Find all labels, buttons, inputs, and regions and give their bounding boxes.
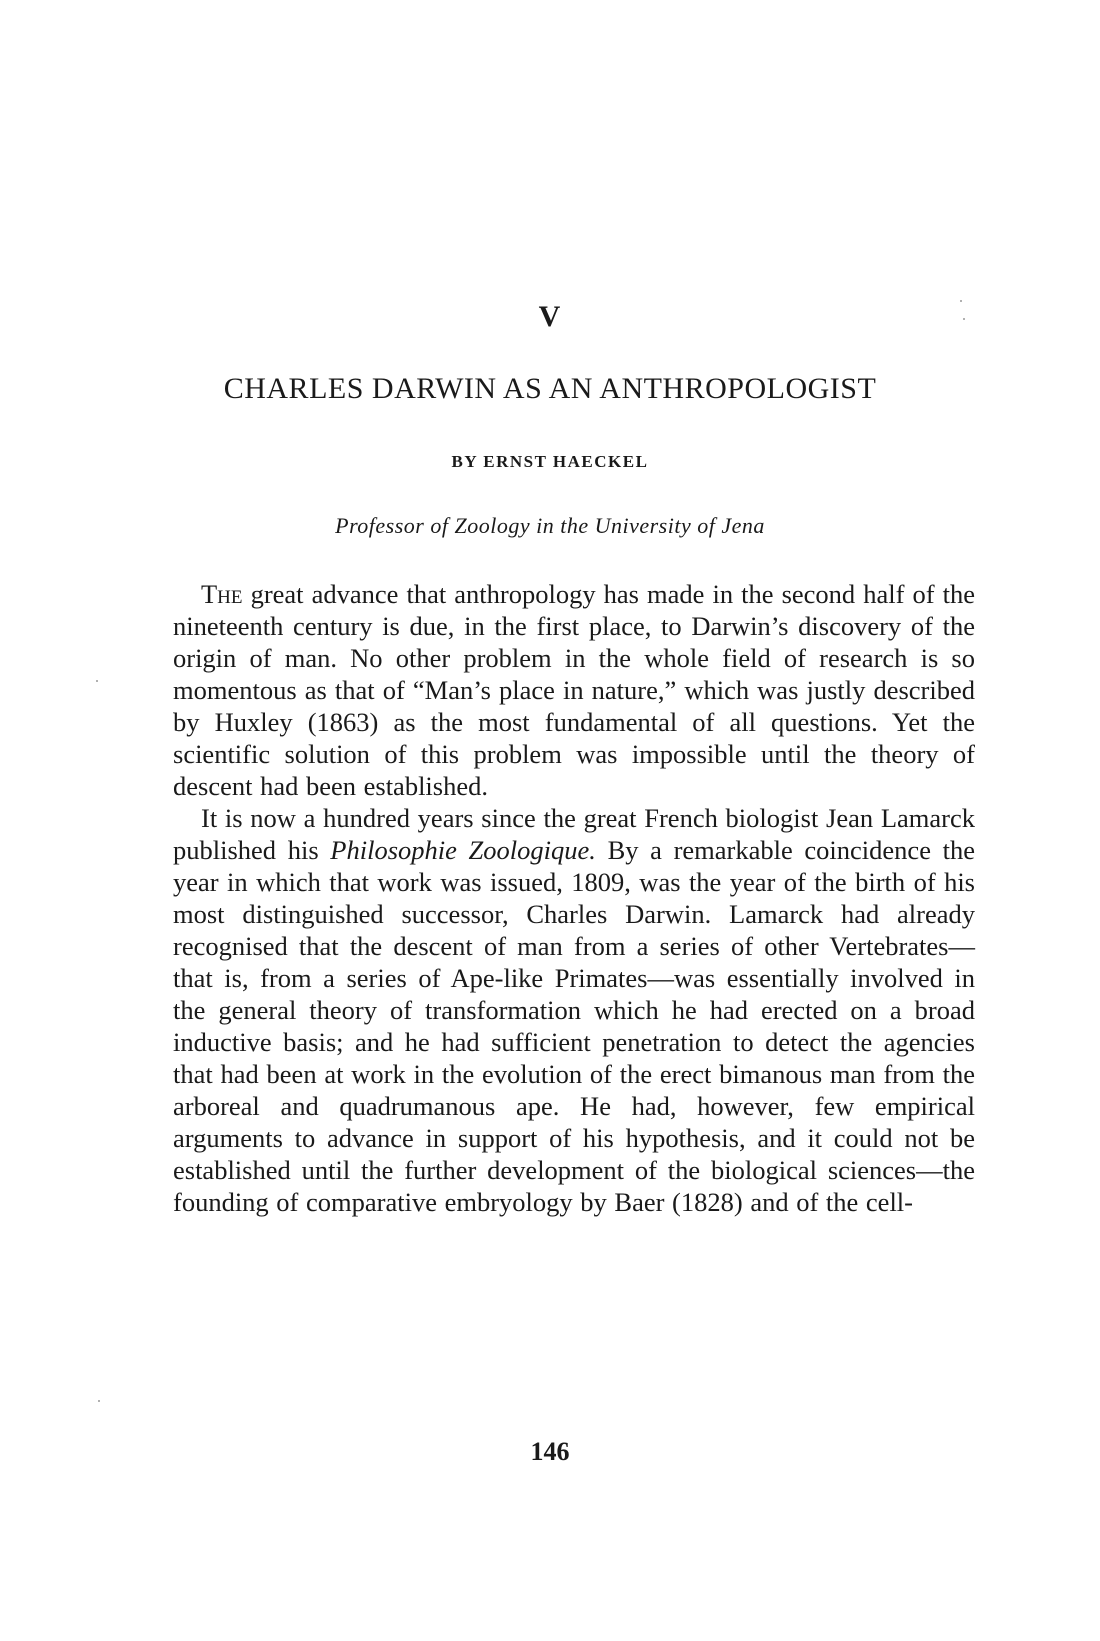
body-text bbox=[173, 578, 975, 1218]
page-number: 146 bbox=[530, 1437, 570, 1466]
paragraph-2-text-start: It is now a hundred years since the great French biologist Jean Lamarck published his bbox=[173, 803, 975, 865]
scan-speck bbox=[960, 300, 962, 302]
scan-speck bbox=[98, 1400, 100, 1402]
paragraph-1-text: great advance that anthropology has made in the second half of the nineteenth century is due, in the first place, to Darwin’s discovery of the origin of man. No other problem in the whole field of research is so momentous as that of “Man’s place in nature,” which was justly described by Huxley (1863) as the most fundamental of all questions. Yet the scientific solution of this problem was impossible until the theory of descent had been established. bbox=[173, 579, 975, 801]
scan-speck bbox=[963, 318, 965, 320]
paragraph-2 bbox=[173, 802, 975, 1218]
paragraph-1 bbox=[173, 578, 975, 802]
author-affiliation: Professor of Zoology in the University of Jena bbox=[335, 513, 765, 538]
scan-speck bbox=[96, 680, 98, 682]
chapter-number: V bbox=[538, 300, 562, 333]
paragraph-2-text-end: By a remarkable coincidence the year in which that work was issued, 1809, was the year of the birth of his most distinguished successor, Charles Darwin. Lamarck had already recognised that the descent of man from a series of other Vertebrates—that is, from a series of Ape-like Primates—was essentially involved in the general theory of transformation which he had erected on a broad inductive basis; and he had sufficient penetration to detect the agencies that had been at work in the evolution of the erect bimanous man from the arboreal and quadrumanous ape. He had, however, few empirical arguments to advance in support of his hypothesis, and it could not be established until the further development of the biological sciences—the founding of comparative embryology by Baer (1828) and of the cell- bbox=[173, 835, 975, 1217]
paragraph-1-first-word: The bbox=[201, 579, 243, 609]
book-title: Philosophie Zoologique. bbox=[330, 835, 596, 865]
author-byline: BY ERNST HAECKEL bbox=[451, 452, 649, 471]
chapter-title: CHARLES DARWIN AS AN ANTHROPOLOGIST bbox=[223, 372, 877, 405]
